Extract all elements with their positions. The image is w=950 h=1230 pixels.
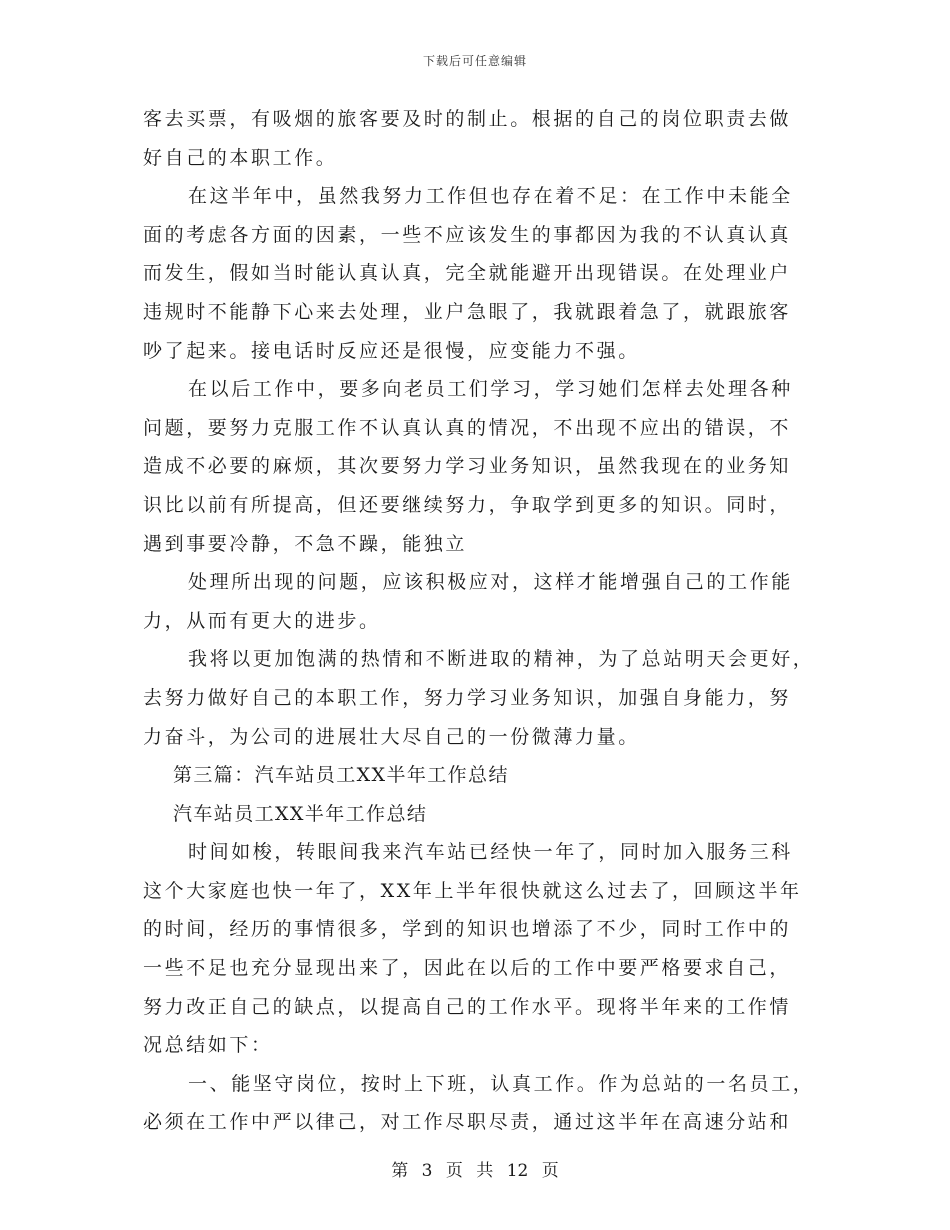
text-line: 而发生，假如当时能认真认真，完全就能避开出现错误。在处理业户: [143, 262, 792, 285]
document-body: [143, 100, 813, 1142]
section-title: 汽车站员工XX半年工作总结: [173, 802, 428, 825]
text-line: 遇到事要冷静，不急不躁，能独立: [143, 532, 468, 555]
text-line: 况总结如下：: [143, 1034, 273, 1057]
text-line: 努力改正自己的缺点，以提高自己的工作水平。现将半年来的工作情: [143, 995, 792, 1018]
section-heading: 第三篇：汽车站员工XX半年工作总结: [173, 764, 509, 787]
text-line: 好自己的本职工作。: [143, 146, 338, 169]
paragraph-start: 在以后工作中，要多向老员工们学习，学习她们怎样去处理各种: [188, 378, 793, 401]
paragraph-start: 时间如梭，转眼间我来汽车站已经快一年了，同时加入服务三科: [188, 841, 793, 864]
page-header: 下载后可任意编辑: [422, 54, 527, 68]
text-line: 问题，要努力克服工作不认真认真的情况，不出现不应出的错误，不: [143, 416, 792, 439]
text-line: 这个大家庭也快一年了，XX年上半年很快就这么过去了，回顾这半年: [143, 879, 802, 902]
text-line: 造成不必要的麻烦，其次要努力学习业务知识，虽然我现在的业务知: [143, 455, 792, 478]
text-line: 客去买票，有吸烟的旅客要及时的制止。根据的自己的岗位职责去做: [143, 108, 792, 130]
text-line: 识比以前有所提高，但还要继续努力，争取学到更多的知识。同时，: [143, 493, 792, 516]
text-line: 吵了起来。接电话时反应还是很慢，应变能力不强。: [143, 339, 640, 362]
text-line: 的时间，经历的事情很多，学到的知识也增添了不少，同时工作中的: [143, 918, 792, 941]
paragraph-start: 处理所出现的问题，应该积极应对，这样才能增强自己的工作能: [188, 571, 793, 594]
text-line: 力，从而有更大的进步。: [143, 609, 381, 632]
paragraph-start: 在这半年中，虽然我努力工作但也存在着不足：在工作中未能全: [188, 185, 793, 208]
text-line: 面的考虑各方面的因素，一些不应该发生的事都因为我的不认真认真: [143, 223, 792, 246]
page-number: 第 3 页 共 12 页: [391, 1161, 559, 1181]
text-line: 违规时不能静下心来去处理，业户急眼了，我就跟着急了，就跟旅客: [143, 300, 792, 323]
text-line: 必须在工作中严以律己，对工作尽职尽责，通过这半年在高速分站和: [143, 1111, 792, 1134]
text-line: 一些不足也充分显现出来了，因此在以后的工作中要严格要求自己，: [143, 957, 792, 980]
text-line: 去努力做好自己的本职工作，努力学习业务知识，加强自身能力，努: [143, 686, 792, 709]
text-line: 力奋斗，为公司的进展壮大尽自己的一份微薄力量。: [143, 725, 640, 748]
paragraph-start: 我将以更加饱满的热情和不断进取的精神，为了总站明天会更好，: [188, 648, 815, 671]
paragraph-start: 一、能坚守岗位，按时上下班，认真工作。作为总站的一名员工，: [188, 1072, 815, 1095]
